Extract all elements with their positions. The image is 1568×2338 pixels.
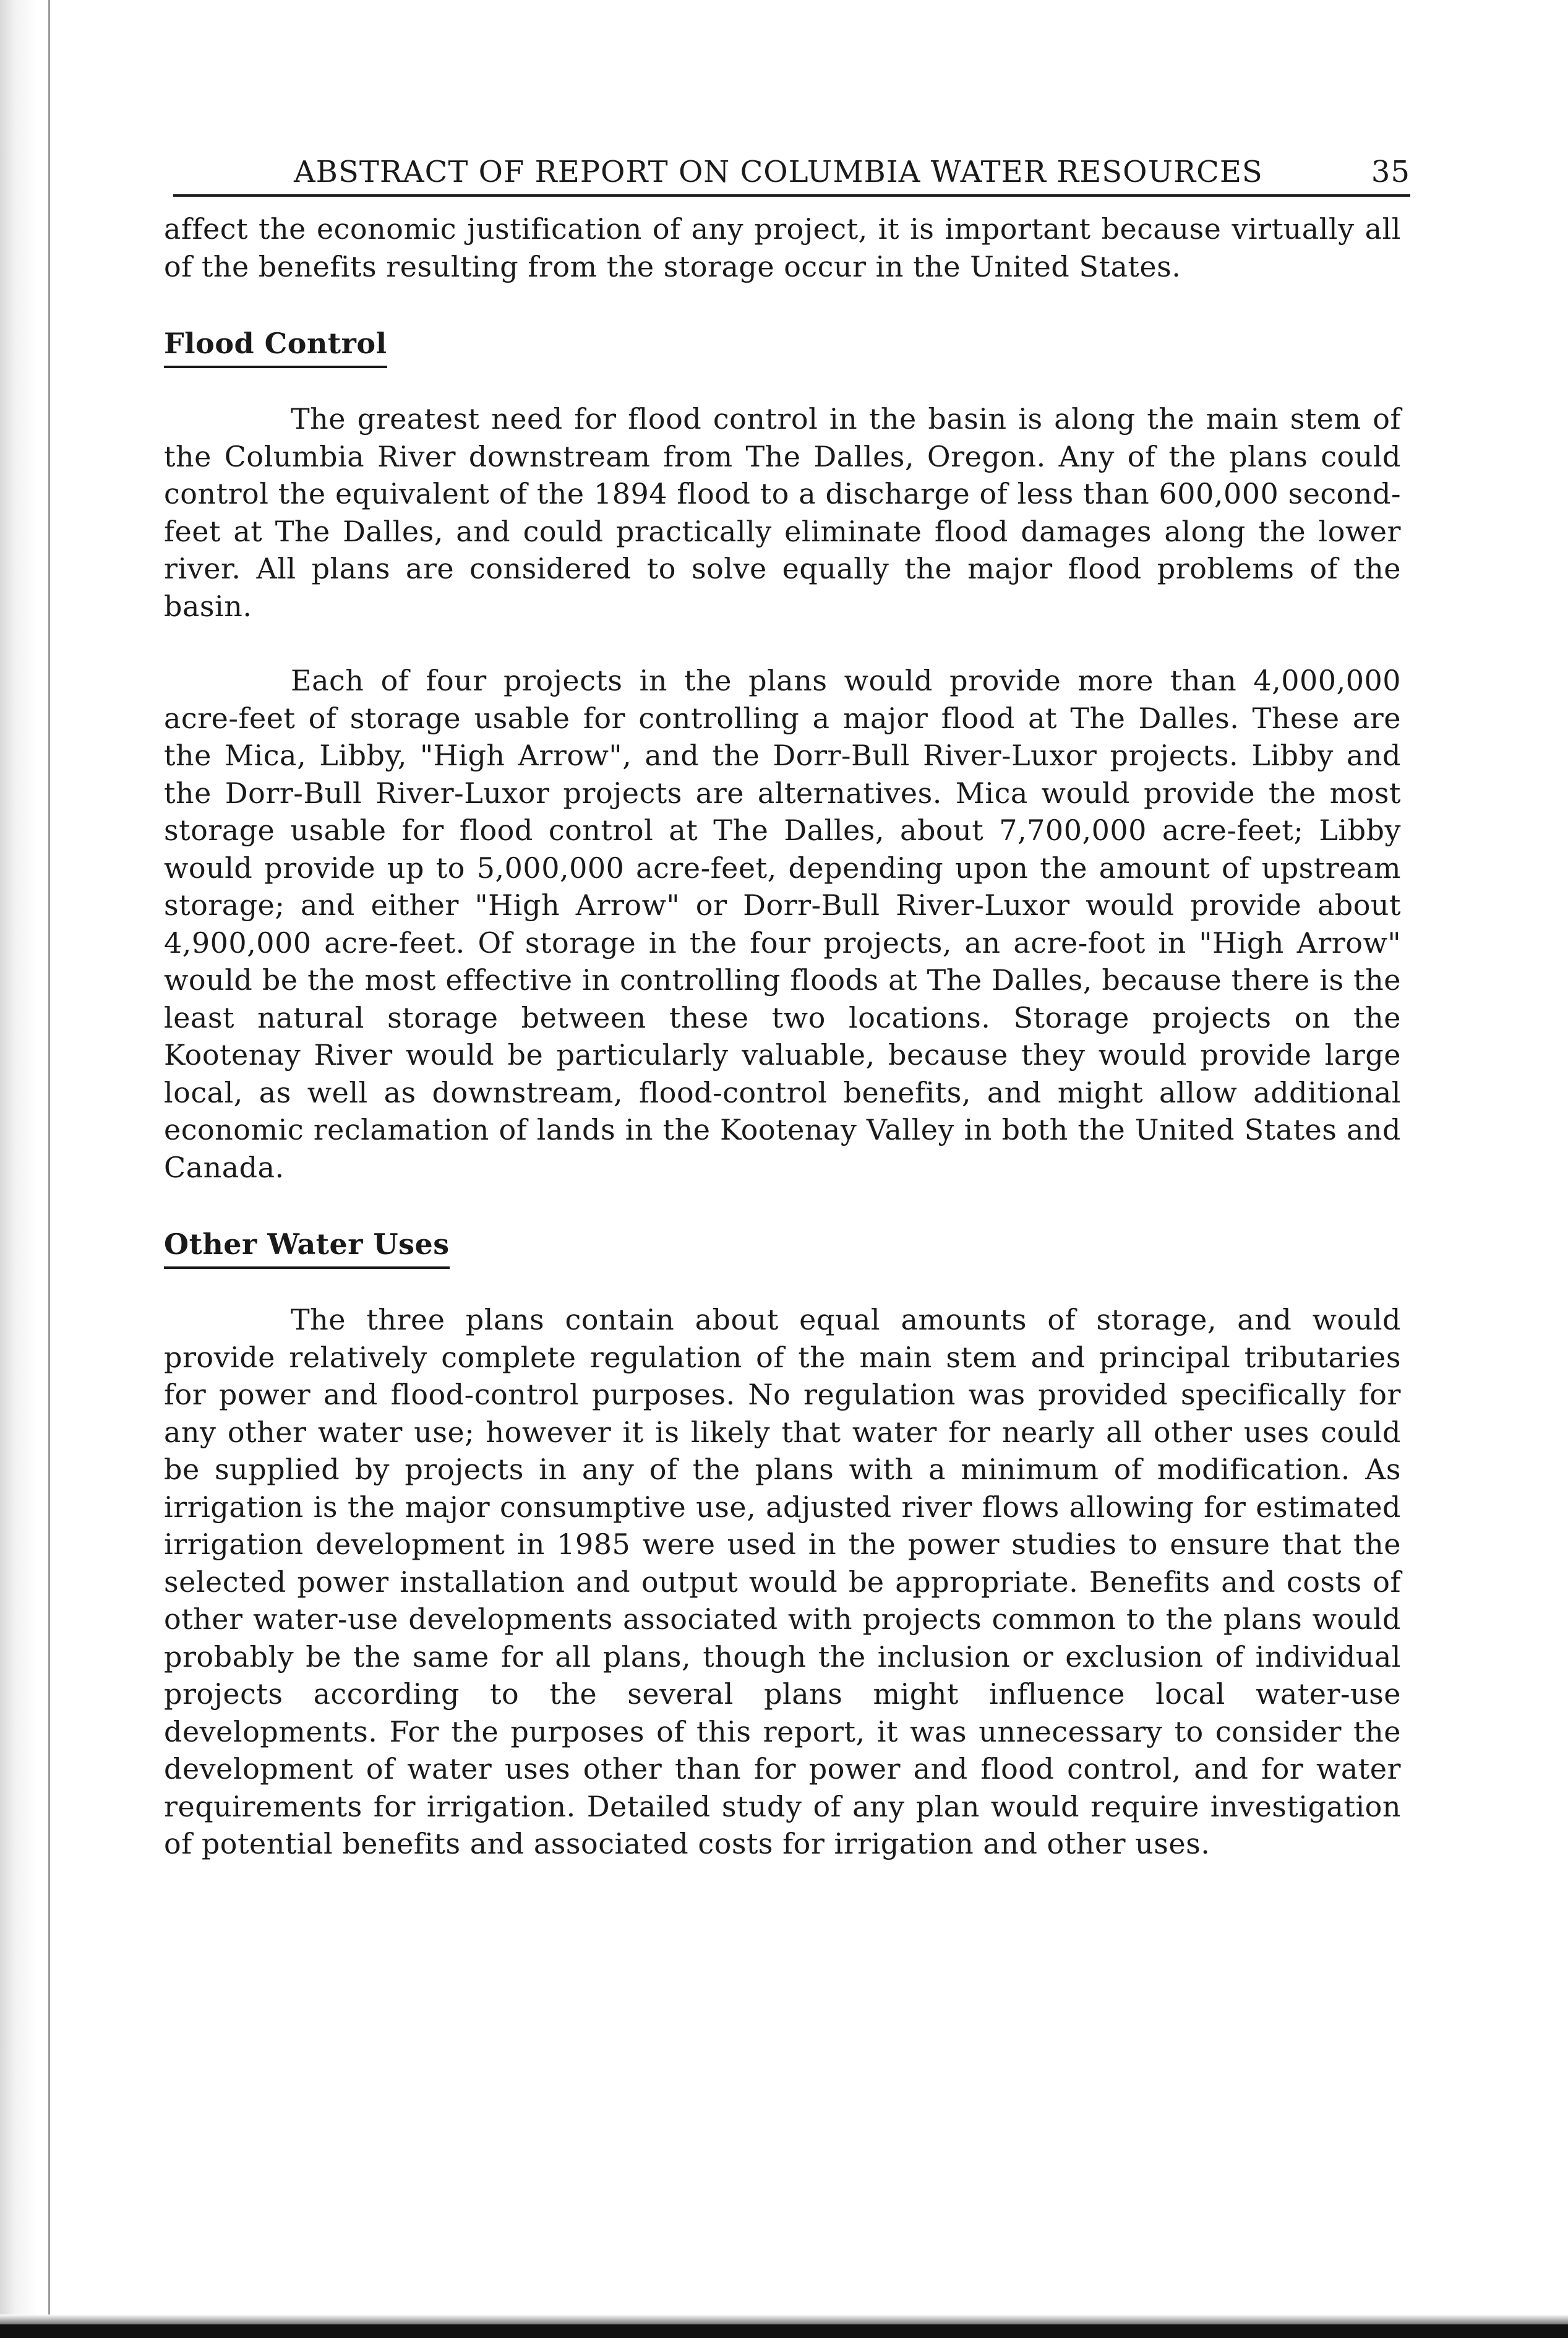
page-number: 35 bbox=[1371, 155, 1410, 189]
running-head-title: ABSTRACT OF REPORT ON COLUMBIA WATER RESOURCES bbox=[294, 155, 1263, 189]
document-page bbox=[164, 155, 1420, 1863]
section-flood-control bbox=[164, 285, 1420, 1186]
scan-edge-bottom bbox=[0, 2324, 1568, 2338]
running-head bbox=[173, 155, 1410, 197]
scan-shadow-left bbox=[0, 0, 37, 2338]
scan-shadow-bottom bbox=[0, 2314, 1568, 2324]
section-other-water-uses bbox=[164, 1186, 1420, 1863]
section-heading: Flood Control bbox=[164, 325, 387, 368]
section-heading: Other Water Uses bbox=[164, 1226, 450, 1269]
lead-paragraph: affect the economic justification of any project, it is important because virtually all of the benefits resulting from the storage occur in the United States. bbox=[164, 212, 1401, 283]
binding-edge-line bbox=[48, 0, 50, 2338]
paragraph: The three plans contain about equal amounts of storage, and would provide relatively complete regulation of the main stem and principal tributaries for power and flood-control purposes. No regulation was provided specifically for any other water use; however it is likely that water for nearly all other uses could be supplied by projects in any of the plans with a minimum of modification. As irrigation is the major consumptive use, adjusted river flows allowing for estimated irrigation development in 1985 were used in the power studies to ensure that the selected power installation and output would be appropriate. Benefits and costs of other water-use developments associated with projects common to the plans would probably be the same for all plans, though the inclusion or exclusion of individual projects according to the several plans might influence local water-use developments. For the purposes of this report, it was unnecessary to consider the development of water uses other than for power and flood control, and for water requirements for irrigation. Detailed study of any plan would require investigation of potential benefits and associated costs for irrigation and other uses. bbox=[164, 1303, 1401, 1860]
paragraph: The greatest need for flood control in the basin is along the main stem of the Columbia River downstream from The Dalles, Oregon. Any of the plans could control the equivalent of the 1894 flood to a discharge of less than 600,000 second-feet at The Dalles, and could practically eliminate flood damages along the lower river. All plans are considered to solve equally the major flood problems of the basin. bbox=[164, 402, 1401, 623]
paragraph: Each of four projects in the plans would provide more than 4,000,000 acre-feet of storage usable for controlling a major flood at The Dalles. These are the Mica, Libby, "High Arrow", and the Dorr-Bull River-Luxor projects. Libby and the Dorr-Bull River-Luxor projects are alternatives. Mica would provide the most storage usable for flood control at The Dalles, about 7,700,000 acre-feet; Libby would provide up to 5,000,000 acre-feet, depending upon the amount of upstream storage; and either "High Arrow" or Dorr-Bull River-Luxor would provide about 4,900,000 acre-feet. Of storage in the four projects, an acre-foot in "High Arrow" would be the most effective in controlling floods at The Dalles, because there is the least natural storage between these two locations. Storage projects on the Kootenay River would be particularly valuable, because they would provide large local, as well as downstream, flood-control benefits, and might allow additional economic reclamation of lands in the Kootenay Valley in both the United States and Canada. bbox=[164, 664, 1401, 1184]
